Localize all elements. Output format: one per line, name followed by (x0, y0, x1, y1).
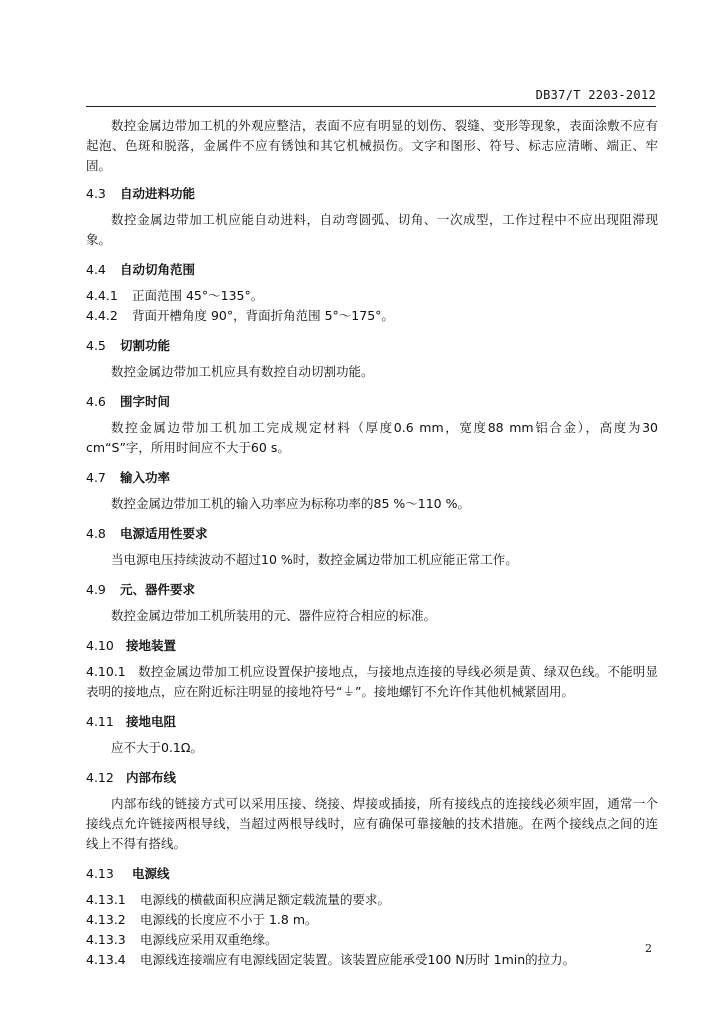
section-title: 元、器件要求 (120, 582, 196, 597)
section-heading-4-9 (86, 580, 658, 600)
section-heading-4-4 (86, 260, 658, 280)
section-paragraph: 数控金属边带加工机应具有数控自动切割功能。 (111, 364, 374, 379)
section-paragraph: 当电源电压持续波动不超过10 %时，数控金属边带加工机应能正常工作。 (111, 552, 518, 567)
section-number: 4.6 (86, 394, 106, 409)
section-number: 4.8 (86, 526, 106, 541)
page-number: 2 (645, 942, 652, 955)
section-paragraph: 数控金属边带加工机所装用的元、器件应符合相应的标准。 (111, 608, 437, 623)
clause-text: 数控金属边带加工机应设置保护接地点，与接地点连接的导线必须是黄、绿双色线。不能明显表明的接地点，应在附近标注明显的接地符号“⏚”。接地螺钉不允许作其他机械紧固用。 (86, 664, 658, 699)
section-title: 围字时间 (120, 394, 171, 409)
section-title: 切割功能 (120, 338, 171, 353)
section-title: 电源线 (132, 866, 170, 881)
section-heading-4-7 (86, 468, 658, 488)
clause-text: 电源线应采用双重绝缘。 (140, 932, 278, 947)
section-paragraph: 应不大于0.1Ω。 (111, 740, 203, 755)
clause-item (86, 306, 658, 326)
section-paragraph: 数控金属边带加工机的输入功率应为标称功率的85 %～110 %。 (111, 496, 470, 511)
appearance-paragraph: 数控金属边带加工机的外观应整洁，表面不应有明显的划伤、裂缝、变形等现象，表面涂敷不应有起泡、色斑和脱落，金属件不应有锈蚀和其它机械损伤。文字和图形、符号、标志应清晰、端正、牢固。 (86, 118, 658, 173)
clause-number: 4.13.4 (86, 952, 126, 967)
clause-number: 4.13.2 (86, 912, 126, 927)
clause-number: 4.4.1 (86, 288, 118, 303)
clause-text: 背面开槽角度 90°，背面折角范围 5°～175°。 (132, 308, 394, 323)
section-heading-4-8 (86, 524, 658, 544)
section-number: 4.13 (86, 866, 114, 881)
clause-text: 正面范围 45°～135°。 (132, 288, 264, 303)
clause-number: 4.13.3 (86, 932, 126, 947)
section-heading-4-10 (86, 636, 658, 656)
section-title: 接地电阻 (126, 714, 177, 729)
section-title: 自动进料功能 (120, 186, 196, 201)
section-paragraph: 数控金属边带加工机应能自动进料，自动弯圆弧、切角、一次成型，工作过程中不应出现阻滞现象。 (86, 212, 658, 247)
section-number: 4.5 (86, 338, 106, 353)
clause-item (86, 890, 658, 910)
clause-item (86, 662, 658, 702)
section-number: 4.7 (86, 470, 106, 485)
clause-text: 电源线连接端应有电源线固定装置。该装置应能承受100 N历时 1min的拉力。 (140, 952, 576, 967)
section-number: 4.10 (86, 638, 114, 653)
section-number: 4.3 (86, 186, 106, 201)
document-body (86, 116, 658, 970)
clause-number: 4.4.2 (86, 308, 118, 323)
clause-item (86, 950, 658, 970)
section-heading-4-13 (86, 864, 658, 884)
section-title: 输入功率 (120, 470, 171, 485)
section-number: 4.12 (86, 770, 114, 785)
clause-item (86, 286, 658, 306)
section-number: 4.9 (86, 582, 106, 597)
clause-text: 电源线的长度应不小于 1.8 m。 (140, 912, 318, 927)
section-heading-4-12 (86, 768, 658, 788)
section-title: 自动切角范围 (120, 262, 196, 277)
section-paragraph: 内部布线的链接方式可以采用压接、绕接、焊接或插接，所有接线点的连接线必须牢固，通常一个接线点允许链接两根导线，当超过两根导线时，应有确保可靠接触的技术措施。在两个接线点之间的连线上不得有搭线。 (86, 796, 658, 851)
clause-number: 4.13.1 (86, 892, 126, 907)
section-heading-4-6 (86, 392, 658, 412)
clause-text: 电源线的横截面积应满足额定载流量的要求。 (140, 892, 391, 907)
clause-number: 4.10.1 (86, 664, 126, 679)
section-title: 内部布线 (126, 770, 177, 785)
header-rule (86, 106, 656, 107)
clause-item (86, 930, 658, 950)
section-heading-4-11 (86, 712, 658, 732)
section-title: 接地装置 (126, 638, 177, 653)
section-number: 4.4 (86, 262, 106, 277)
section-title: 电源适用性要求 (120, 526, 208, 541)
section-number: 4.11 (86, 714, 114, 729)
section-heading-4-5 (86, 336, 658, 356)
clause-item (86, 910, 658, 930)
section-heading-4-3 (86, 184, 658, 204)
section-paragraph: 数控金属边带加工机加工完成规定材料（厚度0.6 mm，宽度88 mm铝合金），高度为30 cm“S”字，所用时间应不大于60 s。 (86, 420, 658, 455)
standard-code: DB37/T 2203-2012 (535, 88, 656, 102)
